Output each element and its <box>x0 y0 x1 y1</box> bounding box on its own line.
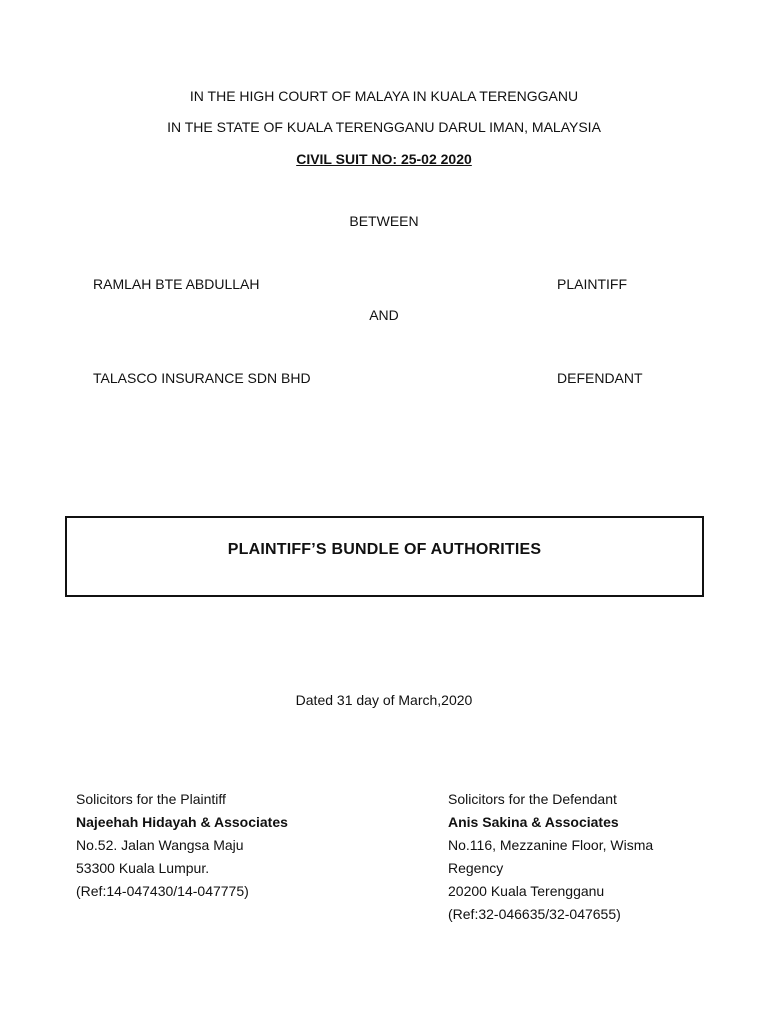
document-title: PLAINTIFF’S BUNDLE OF AUTHORITIES <box>227 541 542 558</box>
plaintiff-solicitors-firm: Najeehah Hidayah & Associates <box>76 814 288 830</box>
plaintiff-solicitors-address-line-2: 53300 Kuala Lumpur. <box>76 860 210 876</box>
defendant-role: DEFENDANT <box>557 370 643 386</box>
plaintiff-solicitors-address-line-1: No.52. Jalan Wangsa Maju <box>76 837 244 853</box>
plaintiff-name: RAMLAH BTE ABDULLAH <box>93 276 260 292</box>
plaintiff-role: PLAINTIFF <box>557 276 628 292</box>
defendant-solicitors-block <box>448 788 688 926</box>
defendant-solicitors-firm: Anis Sakina & Associates <box>448 814 619 830</box>
dated-line: Dated 31 day of March,2020 <box>295 692 473 708</box>
defendant-solicitors-address-line-1: No.116, Mezzanine Floor, Wisma <box>448 837 654 853</box>
defendant-name: TALASCO INSURANCE SDN BHD <box>93 370 311 386</box>
civil-suit-number: CIVIL SUIT NO: 25-02 2020 <box>296 151 472 167</box>
between-label: BETWEEN <box>349 213 419 229</box>
defendant-solicitors-address-line-3: 20200 Kuala Terengganu <box>448 883 605 899</box>
defendant-solicitors-address-line-2: Regency <box>448 860 504 876</box>
court-heading-line-2: IN THE STATE OF KUALA TERENGGANU DARUL IMAN, MALAYSIA <box>167 119 601 135</box>
document-title-box <box>65 516 704 597</box>
defendant-solicitors-heading: Solicitors for the Defendant <box>448 791 617 807</box>
plaintiff-solicitors-ref: (Ref:14-047430/14-047775) <box>76 883 249 899</box>
and-label: AND <box>369 307 399 323</box>
plaintiff-solicitors-heading: Solicitors for the Plaintiff <box>76 791 226 807</box>
court-heading-line-1: IN THE HIGH COURT OF MALAYA IN KUALA TERENGGANU <box>189 88 579 104</box>
defendant-solicitors-ref: (Ref:32-046635/32-047655) <box>448 906 621 922</box>
plaintiff-solicitors-block <box>76 788 396 903</box>
